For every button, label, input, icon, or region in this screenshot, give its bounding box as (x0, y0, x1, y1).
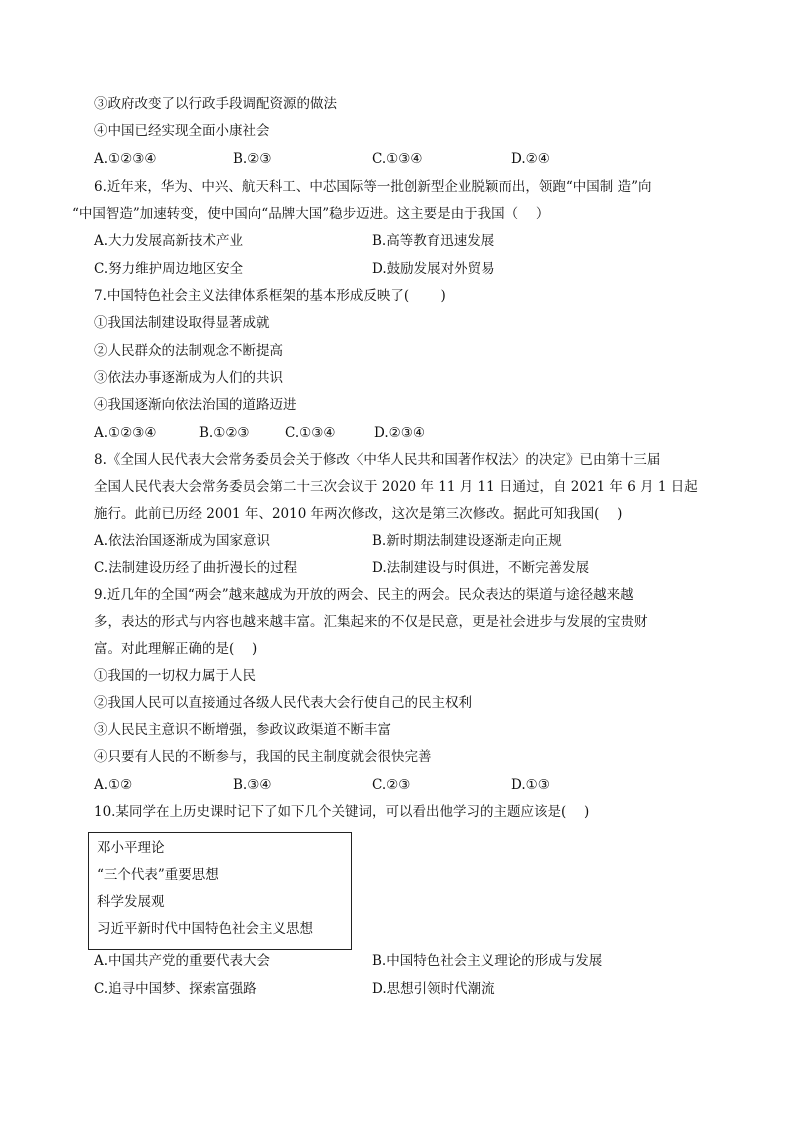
q6-option-d: D.鼓励发展对外贸易 (372, 261, 495, 277)
keyword-item: 习近平新时代中国特色社会主义思想 (97, 921, 313, 937)
q9-item-1: ①我国的一切权力属于人民 (94, 668, 256, 684)
q7-option-a: A.①②③④ (94, 425, 157, 441)
q6-option-a: A.大力发展高新技术产业 (94, 233, 244, 249)
q9-stem-line-3: 富。对此理解正确的是( ) (94, 641, 258, 657)
keyword-item: 邓小平理论 (97, 840, 165, 856)
q9-option-c: C.②③ (372, 777, 411, 793)
q5-option-b: B.②③ (233, 151, 272, 167)
q7-item-3: ③依法办事逐渐成为人们的共识 (94, 370, 283, 386)
q6-stem-line-2: “中国智造”加速转变，使中国向“品牌大国”稳步迈进。这主要是由于我国（ ） (72, 206, 550, 222)
q5-item-4: ④中国已经实现全面小康社会 (94, 123, 270, 139)
q8-option-a: A.依法治国逐渐成为国家意识 (94, 533, 271, 549)
q8-stem-line-2: 全国人民代表大会常务委员会第二十三次会议于 2020 年 11 月 11 日通过，自 2021 年 6 月 1 日起 (94, 479, 698, 495)
q7-option-c: C.①③④ (285, 425, 336, 441)
q8-option-b: B.新时期法制建设逐渐走向正规 (372, 533, 562, 549)
q6-option-b: B.高等教育迅速发展 (372, 233, 495, 249)
q9-option-d: D.①③ (511, 777, 550, 793)
q7-item-2: ②人民群众的法制观念不断提高 (94, 343, 283, 359)
q9-item-2: ②我国人民可以直接通过各级人民代表大会行使自己的民主权利 (94, 695, 472, 711)
q9-stem-line-2: 多，表达的形式与内容也越来越丰富。汇集起来的不仅是民意，更是社会进步与发展的宝贵财 (94, 614, 648, 630)
q9-option-a: A.①② (94, 777, 133, 793)
q10-option-d: D.思想引领时代潮流 (372, 981, 495, 997)
keyword-item: 科学发展观 (97, 894, 165, 910)
q8-option-d: D.法制建设与时俱进，不断完善发展 (372, 560, 590, 576)
q5-option-c: C.①③④ (372, 151, 423, 167)
keyword-box (88, 832, 352, 950)
keyword-item: “三个代表”重要思想 (97, 867, 219, 883)
q9-option-b: B.③④ (233, 777, 272, 793)
q7-option-b: B.①②③ (199, 425, 250, 441)
q9-item-4: ④只要有人民的不断参与，我国的民主制度就会很快完善 (94, 749, 432, 765)
q8-option-c: C.法制建设历经了曲折漫长的过程 (94, 560, 298, 576)
q7-item-4: ④我国逐渐向依法治国的道路迈进 (94, 397, 297, 413)
q5-option-d: D.②④ (511, 151, 550, 167)
q7-stem: 7.中国特色社会主义法律体系框架的基本形成反映了( ) (94, 288, 446, 304)
q8-stem-line-3: 施行。此前已历经 2001 年、2010 年两次修改，这次是第三次修改。据此可知我国( ) (94, 506, 623, 522)
q10-option-c: C.追寻中国梦、探索富强路 (94, 981, 257, 997)
q6-option-c: C.努力维护周边地区安全 (94, 261, 244, 277)
q5-item-3: ③政府改变了以行政手段调配资源的做法 (94, 96, 337, 112)
q10-stem: 10.某同学在上历史课时记下了如下几个关键词，可以看出他学习的主题应该是( ) (94, 804, 590, 820)
q8-stem-line-1: 8.《全国人民代表大会常务委员会关于修改〈中华人民共和国著作权法〉的决定》已由第十三届 (94, 452, 661, 468)
q7-item-1: ①我国法制建设取得显著成就 (94, 315, 270, 331)
q7-option-d: D.②③④ (374, 425, 425, 441)
q10-option-a: A.中国共产党的重要代表大会 (94, 953, 271, 969)
q9-item-3: ③人民民主意识不断增强，参政议政渠道不断丰富 (94, 722, 391, 738)
q6-stem-line-1: 6.近年来，华为、中兴、航天科工、中芯国际等一批创新型企业脱颖而出，领跑“中国制 造”向 (94, 179, 652, 195)
q9-stem-line-1: 9.近几年的全国“两会”越来越成为开放的两会、民主的两会。民众表达的渠道与途径越来越 (94, 587, 634, 603)
q10-option-b: B.中国特色社会主义理论的形成与发展 (372, 953, 603, 969)
q5-option-a: A.①②③④ (94, 151, 157, 167)
